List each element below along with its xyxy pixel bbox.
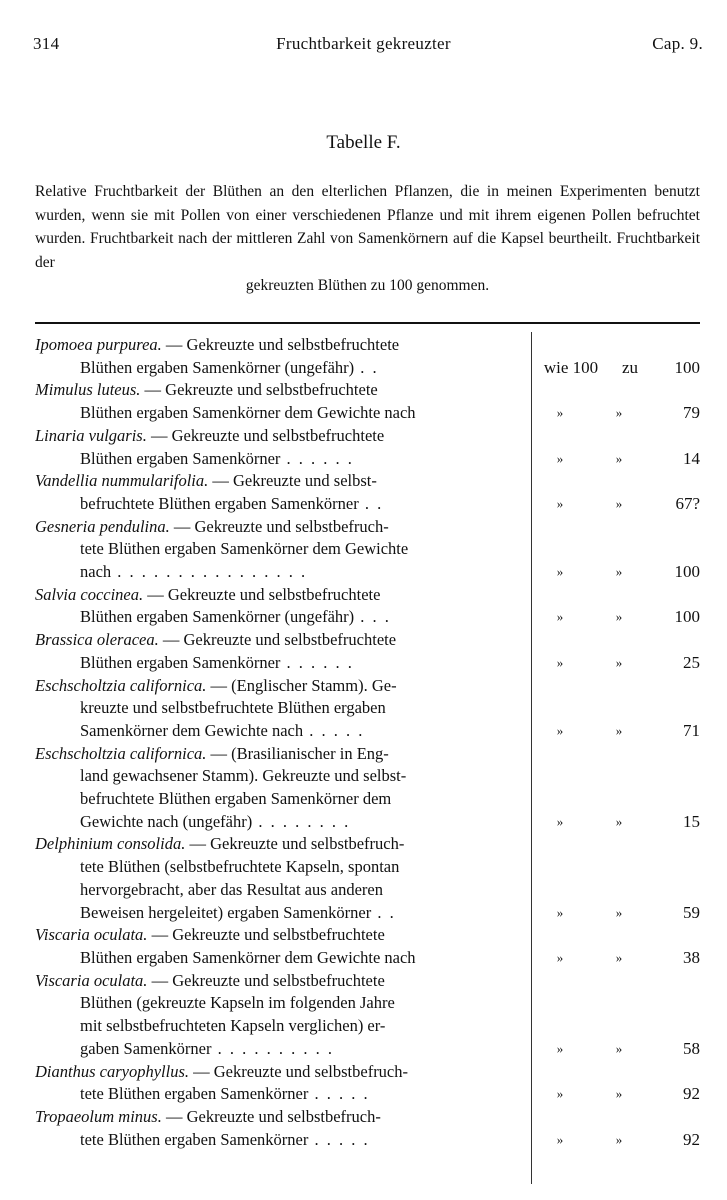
fertility-value-cell: [515, 652, 700, 675]
table-row: [35, 675, 700, 743]
fertility-value-cell: [515, 357, 700, 380]
description-text: — Gekreuzte und selbst-: [212, 471, 377, 491]
description-text: hervorgebracht, aber das Resultat aus anderen: [80, 879, 383, 899]
row-description: [35, 924, 515, 969]
ditto-mark: »: [556, 495, 564, 511]
description-text: nach: [80, 562, 112, 582]
description-text: Beweisen hergeleitet) ergaben Samenkörner: [80, 902, 372, 922]
description-text: befruchtete Blüthen ergaben Samenkörner dem: [80, 789, 392, 809]
fertility-value: 100: [674, 357, 700, 377]
dot-leader: . . . . . . . .: [252, 811, 351, 831]
species-name: Vandellia nummularifolia.: [35, 471, 209, 491]
fertility-value-cell: [515, 1129, 700, 1152]
value-connector: zu: [621, 357, 639, 377]
description-text: kreuzte und selbstbefruchtete Blüthen ergaben: [80, 698, 386, 718]
description-text: tete Blüthen ergaben Samenkörner dem Gewichte: [80, 539, 409, 559]
description-text: gaben Samenkörner: [80, 1038, 212, 1058]
row-description: [35, 1106, 515, 1151]
description-text: befruchtete Blüthen ergaben Samenkörner: [80, 493, 359, 513]
fertility-value: 15: [683, 811, 700, 831]
species-name: Brassica oleracea.: [35, 630, 159, 650]
dot-leader: . . . . .: [308, 1084, 370, 1104]
fertility-value-cell: [515, 1083, 700, 1106]
description-text: Blüthen ergaben Samenkörner (ungefähr): [80, 607, 355, 627]
fertility-value-cell: [515, 402, 700, 425]
dot-leader: . . . . .: [308, 1129, 370, 1149]
species-name: Eschscholtzia californica.: [35, 675, 207, 695]
table-row: [35, 1061, 700, 1106]
fertility-value: 71: [683, 720, 700, 740]
ditto-mark: »: [615, 495, 623, 511]
row-description: [35, 629, 515, 674]
ditto-mark: »: [615, 405, 623, 421]
description-text: Blüthen ergaben Samenkörner: [80, 652, 281, 672]
row-description: [35, 833, 515, 924]
fertility-value-cell: [515, 448, 700, 471]
ditto-mark: »: [556, 949, 564, 965]
row-description: [35, 334, 515, 379]
dot-leader: . . . . .: [303, 720, 365, 740]
description-text: — Gekreuzte und selbstbefruch-: [189, 834, 405, 854]
ditto-mark: »: [556, 564, 564, 580]
table-row: [35, 334, 700, 379]
table-caption: [35, 180, 700, 298]
fertility-value-cell: [515, 720, 700, 743]
dot-leader: . . .: [354, 607, 391, 627]
table-row: [35, 516, 700, 584]
description-text: tete Blüthen ergaben Samenkörner: [80, 1129, 309, 1149]
ditto-mark: »: [556, 450, 564, 466]
description-text: Gewichte nach (ungefähr): [80, 811, 253, 831]
ditto-mark: »: [556, 405, 564, 421]
species-name: Viscaria oculata.: [35, 970, 148, 990]
species-name: Viscaria oculata.: [35, 925, 148, 945]
description-text: — Gekreuzte und selbstbefruchtete: [165, 335, 400, 354]
fertility-value-cell: [515, 493, 700, 516]
dot-leader: . .: [358, 493, 384, 513]
description-text: tete Blüthen ergaben Samenkörner: [80, 1084, 309, 1104]
description-text: — Gekreuzte und selbstbefruchtete: [150, 425, 385, 445]
ditto-mark: »: [556, 813, 564, 829]
fertility-value-cell: [515, 561, 700, 584]
fertility-value-cell: [515, 902, 700, 925]
fertility-value: 25: [683, 652, 700, 672]
dot-leader: . . . . . .: [280, 652, 354, 672]
species-name: Delphinium consolida.: [35, 834, 186, 854]
dot-leader: . .: [354, 357, 379, 377]
row-description: [35, 1061, 515, 1106]
ditto-mark: »: [615, 813, 623, 829]
species-name: Gesneria pendulina.: [35, 516, 170, 536]
table-row: [35, 425, 700, 470]
ditto-mark: »: [615, 722, 623, 738]
ditto-mark: »: [615, 564, 623, 580]
chapter-label: Cap. 9.: [652, 34, 703, 53]
species-name: Tropaeolum minus.: [35, 1106, 162, 1126]
dot-leader: . . . . . .: [280, 448, 354, 468]
dot-leader: . . . . . . . . . . . . . . . .: [111, 562, 308, 582]
ditto-mark: »: [615, 1131, 623, 1147]
fertility-value-cell: [515, 606, 700, 629]
fertility-value: 58: [683, 1038, 700, 1058]
fertility-value: 14: [683, 448, 700, 468]
caption-last-line: gekreuzten Blüthen zu 100 genommen.: [245, 277, 490, 294]
ditto-mark: »: [615, 949, 623, 965]
row-description: [35, 584, 515, 629]
species-name: Eschscholtzia californica.: [35, 743, 207, 763]
description-text: — (Englischer Stamm). Ge-: [210, 675, 397, 695]
value-prefix: wie 100: [543, 357, 599, 377]
ditto-mark: »: [615, 609, 623, 625]
fertility-value: 92: [683, 1084, 700, 1104]
ditto-mark: »: [615, 1086, 623, 1102]
species-name: Ipomoea purpurea.: [35, 335, 162, 354]
species-name: Mimulus luteus.: [35, 380, 141, 400]
fertility-value: 38: [683, 947, 700, 967]
ditto-mark: »: [556, 1040, 564, 1056]
ditto-mark: »: [556, 1131, 564, 1147]
dot-leader: . .: [371, 902, 396, 922]
ditto-mark: »: [556, 609, 564, 625]
ditto-mark: »: [615, 1040, 623, 1056]
fertility-value-cell: [515, 811, 700, 834]
description-text: — Gekreuzte und selbstbefruchtete: [144, 380, 378, 400]
ditto-mark: »: [556, 654, 564, 670]
table-row: [35, 1106, 700, 1151]
fertility-value: 100: [674, 562, 700, 582]
fertility-value: 67?: [675, 493, 700, 513]
fertility-value: 79: [683, 403, 700, 423]
description-text: Blüthen ergaben Samenkörner: [80, 448, 281, 468]
fertility-table: [35, 334, 700, 1151]
description-text: tete Blüthen (selbstbefruchtete Kapseln, spontan: [80, 857, 400, 877]
table-row: [35, 470, 700, 515]
table-row: [35, 743, 700, 834]
table-row: [35, 584, 700, 629]
row-description: [35, 675, 515, 743]
row-description: [35, 379, 515, 424]
description-text: — Gekreuzte und selbstbefruch-: [165, 1106, 381, 1126]
description-text: — Gekreuzte und selbstbefruchtete: [147, 584, 381, 604]
row-description: [35, 743, 515, 834]
table-row: [35, 970, 700, 1061]
description-text: — Gekreuzte und selbstbefruchtete: [151, 970, 385, 990]
description-text: Blüthen ergaben Samenkörner dem Gewichte nach: [80, 403, 416, 423]
row-description: [35, 516, 515, 584]
ditto-mark: »: [556, 1086, 564, 1102]
description-text: Samenkörner dem Gewichte nach: [80, 720, 304, 740]
description-text: — Gekreuzte und selbstbefruch-: [173, 516, 389, 536]
table-title: Tabelle F.: [326, 132, 401, 153]
ditto-mark: »: [615, 904, 623, 920]
ditto-mark: »: [615, 450, 623, 466]
dot-leader: . . . . . . . . . .: [211, 1038, 334, 1058]
description-text: land gewachsener Stamm). Gekreuzte und selbst-: [80, 766, 407, 786]
description-text: — (Brasilianischer in Eng-: [210, 743, 389, 763]
page-number: 314: [33, 34, 60, 53]
table-row: [35, 924, 700, 969]
fertility-value: 92: [683, 1129, 700, 1149]
ditto-mark: »: [615, 654, 623, 670]
species-name: Salvia coccinea.: [35, 584, 144, 604]
table-row: [35, 833, 700, 924]
caption-text: Relative Fruchtbarkeit der Blüthen an den elterlichen Pflanzen, die in meinen Experimenten benutzt wurden, wenn sie mit Pollen von einer verschiedenen Pflanze und mit ihrem eigenen Pollen befruchtet wurden. Fruchtbarkeit nach der mittleren Zahl von Samenkörnern auf die Kapsel beurtheilt. Fruchtbarkeit der: [35, 183, 700, 271]
row-description: [35, 970, 515, 1061]
fertility-value-cell: [515, 1038, 700, 1061]
row-description: [35, 425, 515, 470]
description-text: Blüthen ergaben Samenkörner dem Gewichte nach: [80, 947, 416, 967]
ditto-mark: »: [556, 904, 564, 920]
running-title: Fruchtbarkeit gekreuzter: [276, 34, 451, 53]
fertility-value: 100: [674, 607, 700, 627]
table-row: [35, 379, 700, 424]
species-name: Dianthus caryophyllus.: [35, 1061, 189, 1081]
table-top-rule: [35, 322, 700, 324]
ditto-mark: »: [556, 722, 564, 738]
description-text: Blüthen ergaben Samenkörner (ungefähr): [80, 357, 355, 377]
fertility-value-cell: [515, 947, 700, 970]
fertility-value: 59: [683, 902, 700, 922]
description-text: Blüthen (gekreuzte Kapseln im folgenden Jahre: [80, 993, 395, 1013]
description-text: — Gekreuzte und selbstbefruch-: [193, 1061, 409, 1081]
species-name: Linaria vulgaris.: [35, 425, 147, 445]
description-text: mit selbstbefruchteten Kapseln verglichen) er-: [80, 1016, 386, 1036]
table-row: [35, 629, 700, 674]
description-text: — Gekreuzte und selbstbefruchtete: [151, 925, 385, 945]
row-description: [35, 470, 515, 515]
description-text: — Gekreuzte und selbstbefruchtete: [162, 630, 397, 650]
